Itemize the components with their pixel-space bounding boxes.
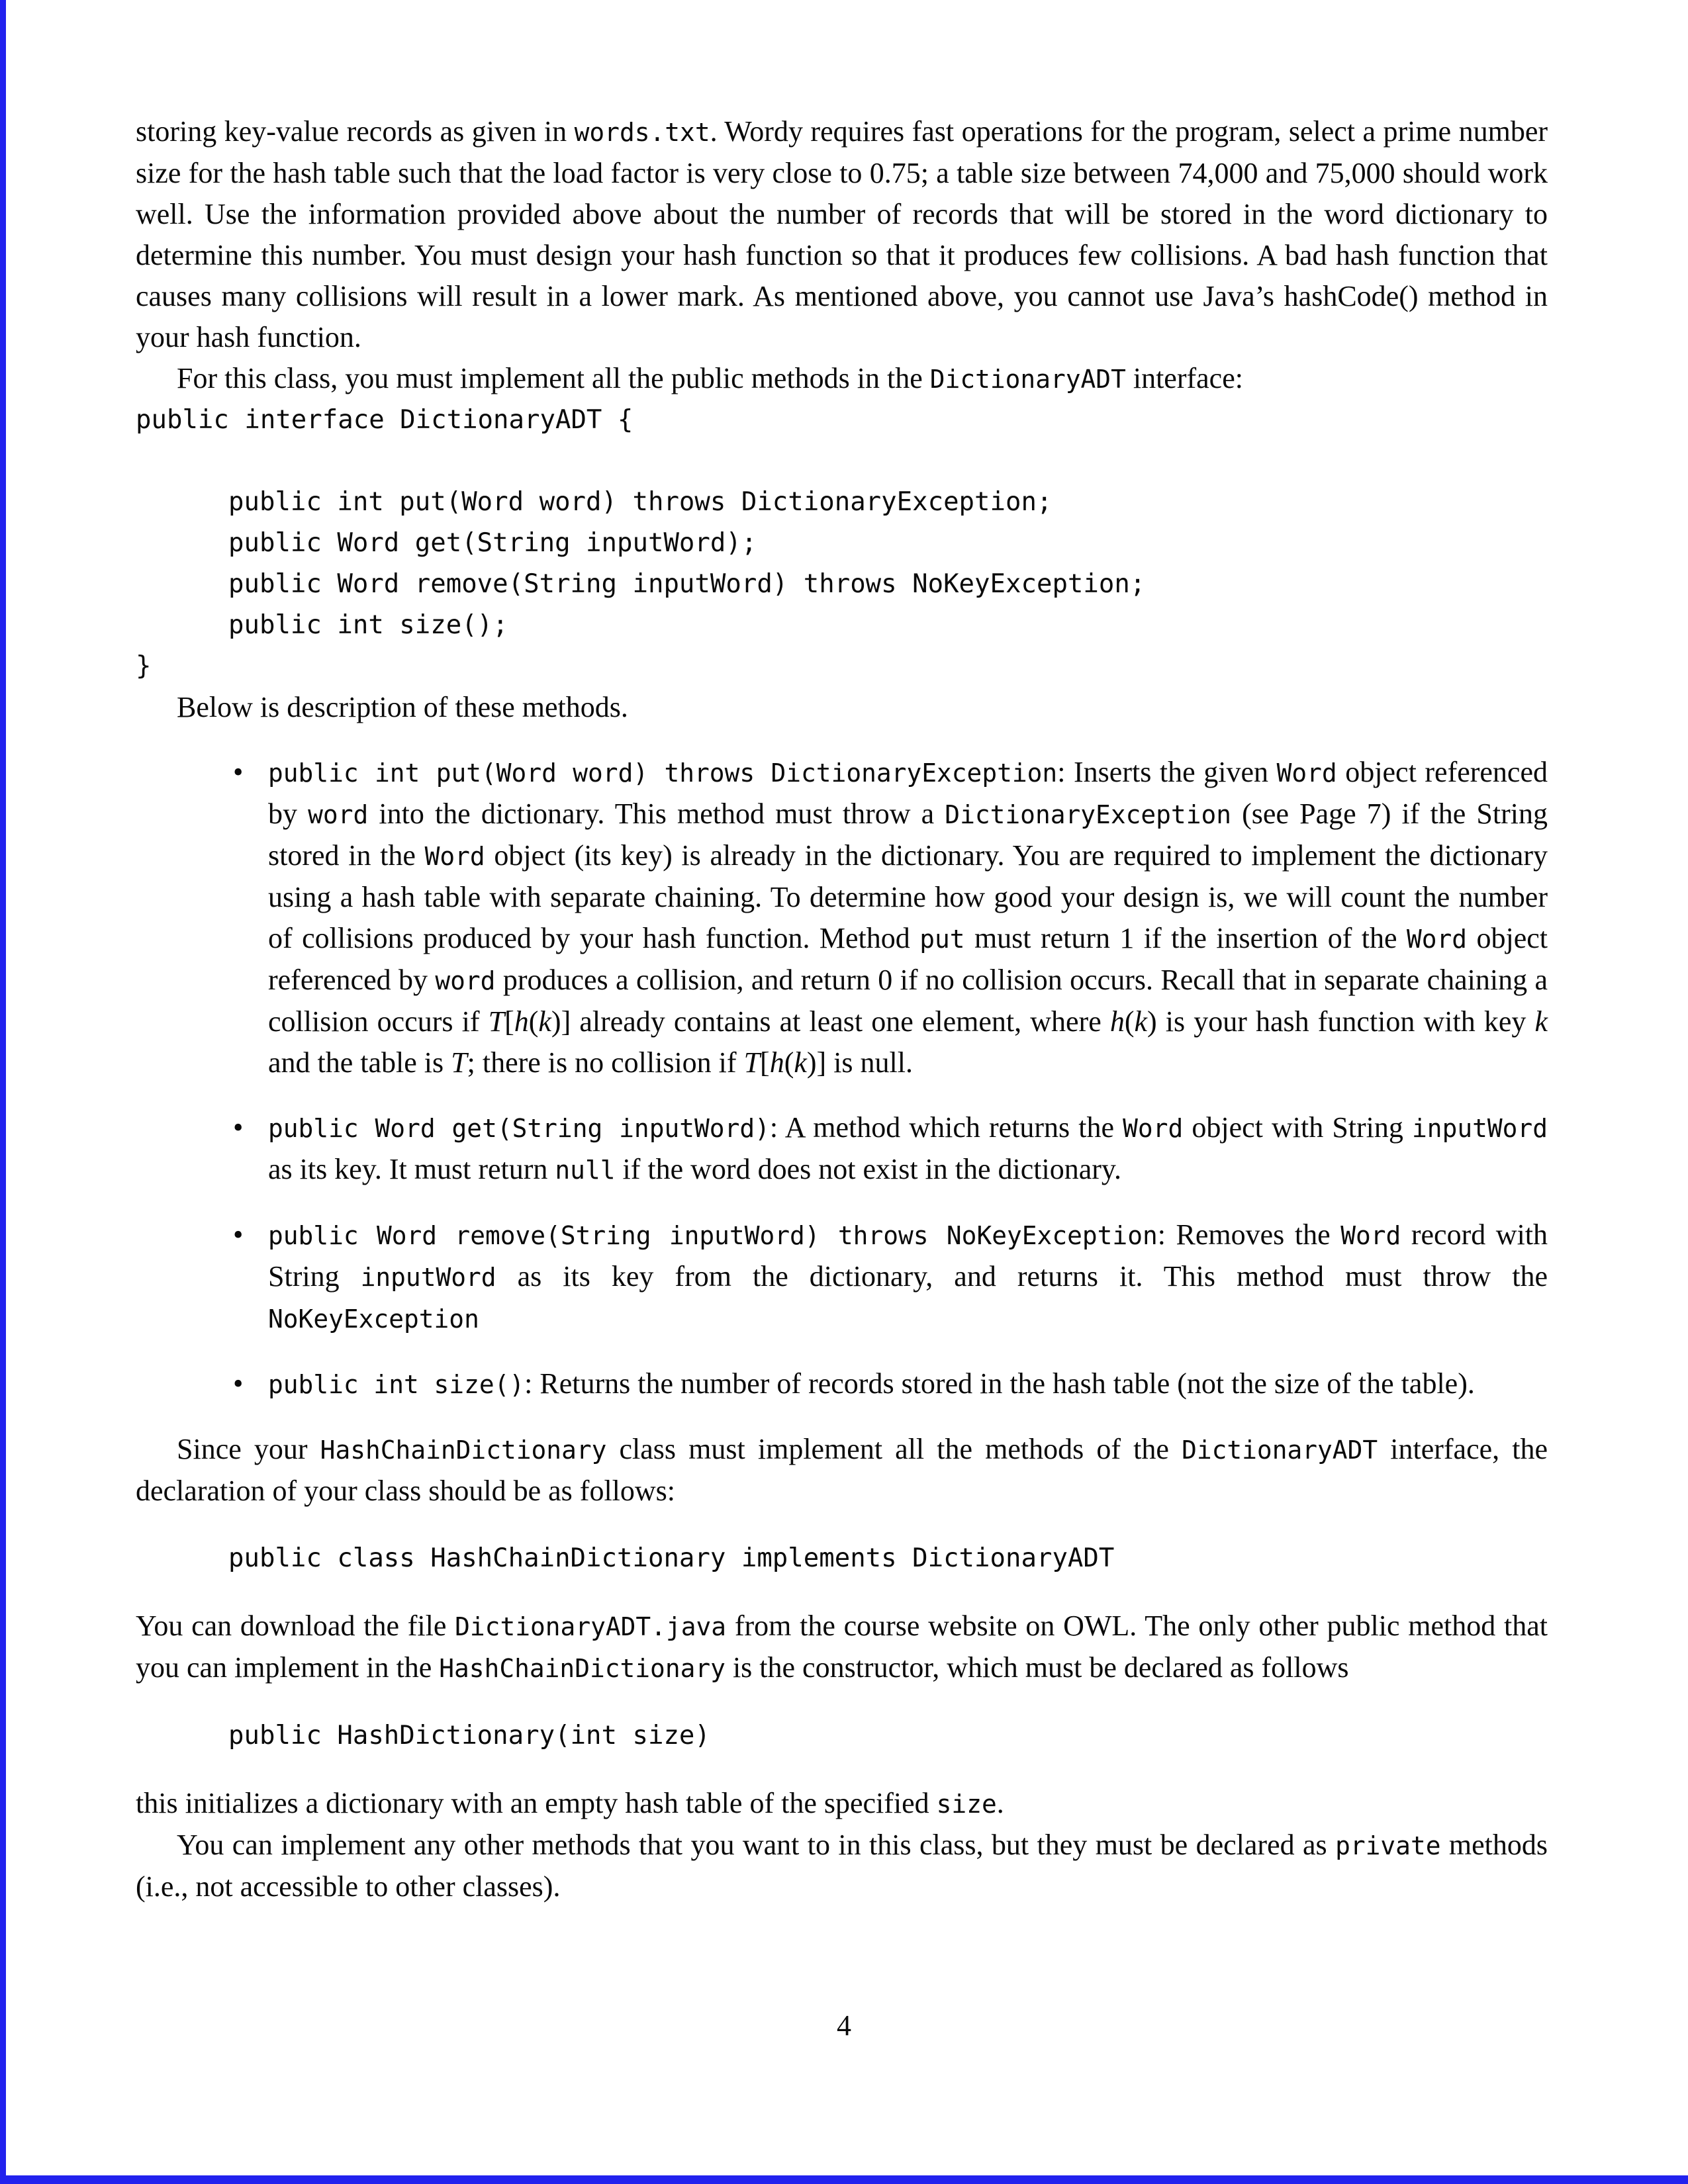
code-block-interface-methods xyxy=(228,482,1548,646)
paragraph-hash-table-requirements: storing key-value records as given in words.txt. Wordy requires fast operations for the program, select a prime number size for the hash table such that the load factor is very close to 0.75; a table size between 74,000 and 75,000 should work well. Use the information provided above about the number of records that will be stored in the word dictionary to determine this number. You must design your hash function so that it produces few collisions. A bad hash function that causes many collisions will result in a lower mark. As mentioned above, you cannot use Java’s hashCode() method in your hash function. xyxy=(136,115,1548,353)
list-item-get xyxy=(136,1107,1548,1191)
code-constructor-declaration: public HashDictionary(int size) xyxy=(228,1721,710,1751)
code-line-get: public Word get(String inputWord); xyxy=(228,528,757,558)
page-edge-bottom xyxy=(0,2175,1688,2184)
page-number: 4 xyxy=(837,2009,851,2042)
paragraph-download-file: You can download the file DictionaryADT.java from the course website on OWL. The only other public method that you can implement in the HashChainDictionary is the constructor, which must be declared as follows xyxy=(136,1610,1548,1684)
method-descriptions-list xyxy=(136,752,1548,1405)
code-line-put: public int put(Word word) throws DictionaryException; xyxy=(228,487,1053,517)
list-item-remove-text: public Word remove(String inputWord) throws NoKeyException: Removes the Word record with String inputWord as its key from the dictionary, and returns it. This method must throw the NoKeyException xyxy=(268,1218,1548,1334)
page-content xyxy=(136,111,1548,1907)
code-line-size: public int size(); xyxy=(228,610,508,640)
page-edge-left xyxy=(0,0,6,2184)
list-item-size-text: public int size(): Returns the number of records stored in the hash table (not the size of the table). xyxy=(268,1367,1475,1400)
paragraph-interface-intro: For this class, you must implement all the public methods in the DictionaryADT interface: xyxy=(177,362,1243,394)
list-item-put-text: public int put(Word word) throws DictionaryException: Inserts the given Word object referenced by word into the dictionary. This method must throw a DictionaryException (see Page 7) if the String stored in the Word object (its key) is already in the dictionary. You are required to implement the dictionary using a hash table with separate chaining. To determine how good your design is, we will count the number of collisions produced by your hash function. Method put must return 1 if the insertion of the Word object referenced by word produces a collision, and return 0 if no collision occurs. Recall that in separate chaining a collision occurs if T[h(k)] already contains at least one element, where h(k) is your hash function with key k and the table is T; there is no collision if T[h(k)] is null. xyxy=(268,756,1548,1079)
code-interface-closing-brace: } xyxy=(136,651,152,681)
bullet-icon: • xyxy=(233,1367,244,1400)
code-interface-declaration: public interface DictionaryADT { xyxy=(136,405,633,435)
paragraph-below-description: Below is description of these methods. xyxy=(177,691,628,723)
paragraph-private-methods: You can implement any other methods that you want to in this class, but they must be declared as private methods (i.e., not accessible to other classes). xyxy=(136,1829,1548,1903)
list-item-size xyxy=(136,1363,1548,1405)
list-item-remove xyxy=(136,1214,1548,1340)
bullet-icon: • xyxy=(233,1111,244,1144)
code-line-remove: public Word remove(String inputWord) throws NoKeyException; xyxy=(228,569,1146,599)
code-class-declaration: public class HashChainDictionary implements DictionaryADT xyxy=(228,1543,1115,1573)
paragraph-constructor-description: this initializes a dictionary with an empty hash table of the specified size. xyxy=(136,1787,1004,1819)
bullet-icon: • xyxy=(233,1218,244,1251)
paragraph-class-declaration-intro: Since your HashChainDictionary class must implement all the methods of the DictionaryADT interface, the declaration of your class should be as follows: xyxy=(136,1433,1548,1507)
list-item-put xyxy=(136,752,1548,1083)
list-item-get-text: public Word get(String inputWord): A method which returns the Word object with String inputWord as its key. It must return null if the word does not exist in the dictionary. xyxy=(268,1111,1548,1185)
bullet-icon: • xyxy=(233,756,244,788)
